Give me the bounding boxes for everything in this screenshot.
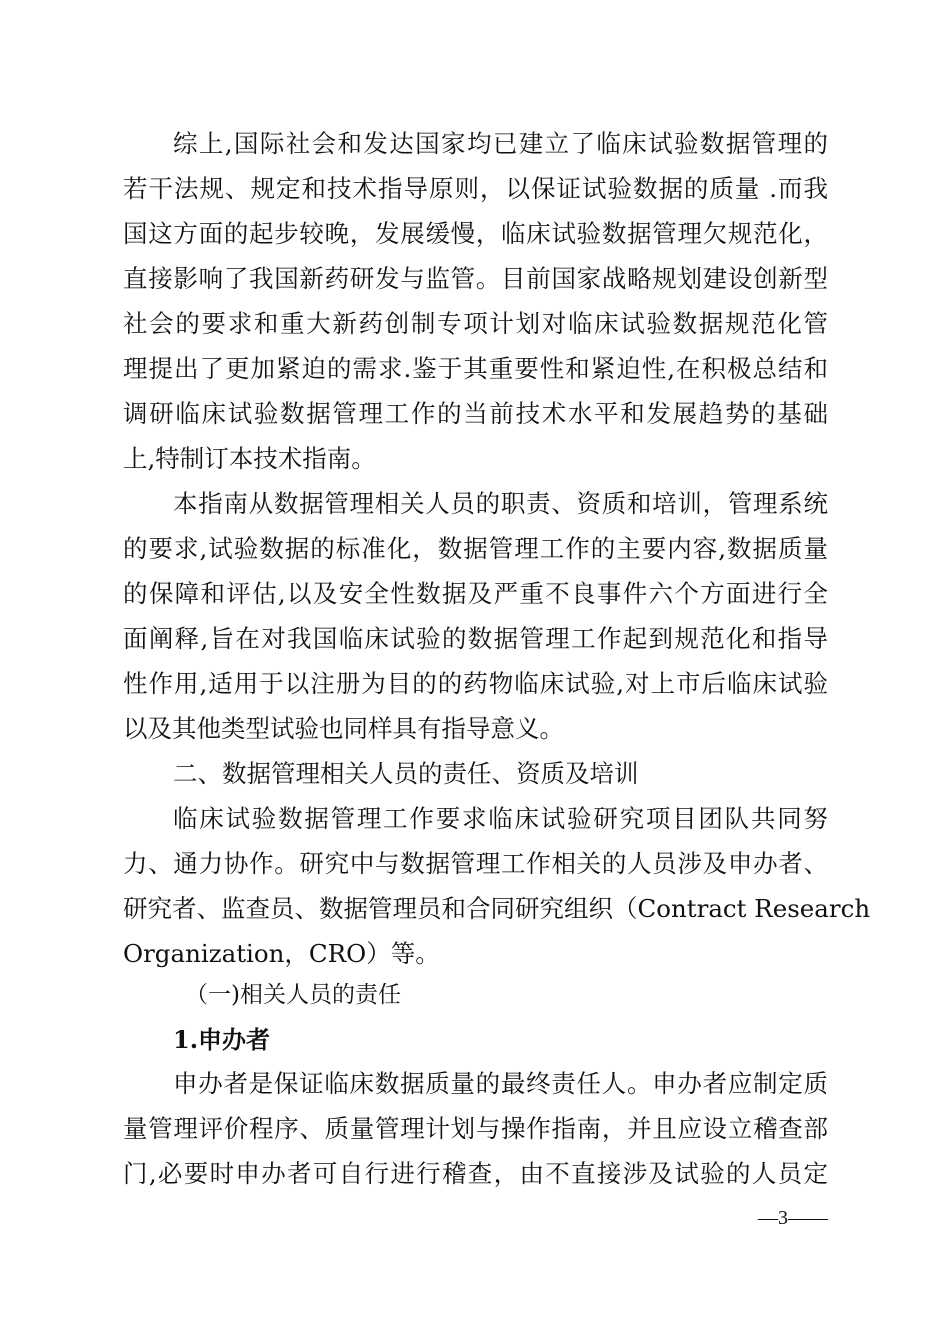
paragraph2-line-2: 的要求,试验数据的标准化，数据管理工作的主要内容,数据质量 <box>123 534 828 563</box>
paragraph1-line-2: 若干法规、规定和技术指导原则，以保证试验数据的质量 .而我 <box>123 174 828 203</box>
paragraph1-line-5: 社会的要求和重大新药创制专项计划对临床试验数据规范化管 <box>123 309 828 338</box>
paragraph4-line-2: 量管理评价程序、质量管理计划与操作指南，并且应设立稽查部 <box>123 1114 828 1143</box>
paragraph1-line-3: 国这方面的起步较晚，发展缓慢，临床试验数据管理欠规范化， <box>123 219 828 248</box>
subsection-heading: （一)相关人员的责任 <box>185 982 401 1008</box>
page-number: —3—— <box>758 1207 828 1229</box>
paragraph2-line-3: 的保障和评估,以及安全性数据及严重不良事件六个方面进行全 <box>123 579 828 608</box>
paragraph1-line-1: 综上,国际社会和发达国家均已建立了临床试验数据管理的 <box>173 129 828 158</box>
paragraph3-line-1: 临床试验数据管理工作要求临床试验研究项目团队共同努 <box>173 804 828 833</box>
section-heading: 二、数据管理相关人员的责任、资质及培训 <box>173 759 639 788</box>
paragraph1-line-6: 理提出了更加紧迫的需求.鉴于其重要性和紧迫性,在积极总结和 <box>123 354 828 383</box>
item-heading: 1.申办者 <box>173 1025 271 1054</box>
paragraph2-line-5: 性作用,适用于以注册为目的的药物临床试验,对上市后临床试验 <box>123 669 828 698</box>
paragraph3-line-3: 研究者、监查员、数据管理员和合同研究组织（Contract Research <box>123 894 871 923</box>
paragraph3-line-4: Organization，CRO）等。 <box>123 939 440 968</box>
paragraph3-line-2: 力、通力协作。研究中与数据管理工作相关的人员涉及申办者、 <box>123 849 828 878</box>
paragraph1-line-8: 上,特制订本技术指南。 <box>123 444 376 473</box>
paragraph1-line-7: 调研临床试验数据管理工作的当前技术水平和发展趋势的基础 <box>123 399 828 428</box>
paragraph4-line-3: 门,必要时申办者可自行进行稽查，由不直接涉及试验的人员定 <box>123 1159 828 1188</box>
paragraph1-line-4: 直接影响了我国新药研发与监管。目前国家战略规划建设创新型 <box>123 264 828 293</box>
paragraph2-line-1: 本指南从数据管理相关人员的职责、资质和培训，管理系统 <box>173 489 828 518</box>
paragraph2-line-4: 面阐释,旨在对我国临床试验的数据管理工作起到规范化和指导 <box>123 624 828 653</box>
paragraph2-line-6: 以及其他类型试验也同样具有指导意义。 <box>123 714 564 743</box>
paragraph4-line-1: 申办者是保证临床数据质量的最终责任人。申办者应制定质 <box>173 1069 828 1098</box>
